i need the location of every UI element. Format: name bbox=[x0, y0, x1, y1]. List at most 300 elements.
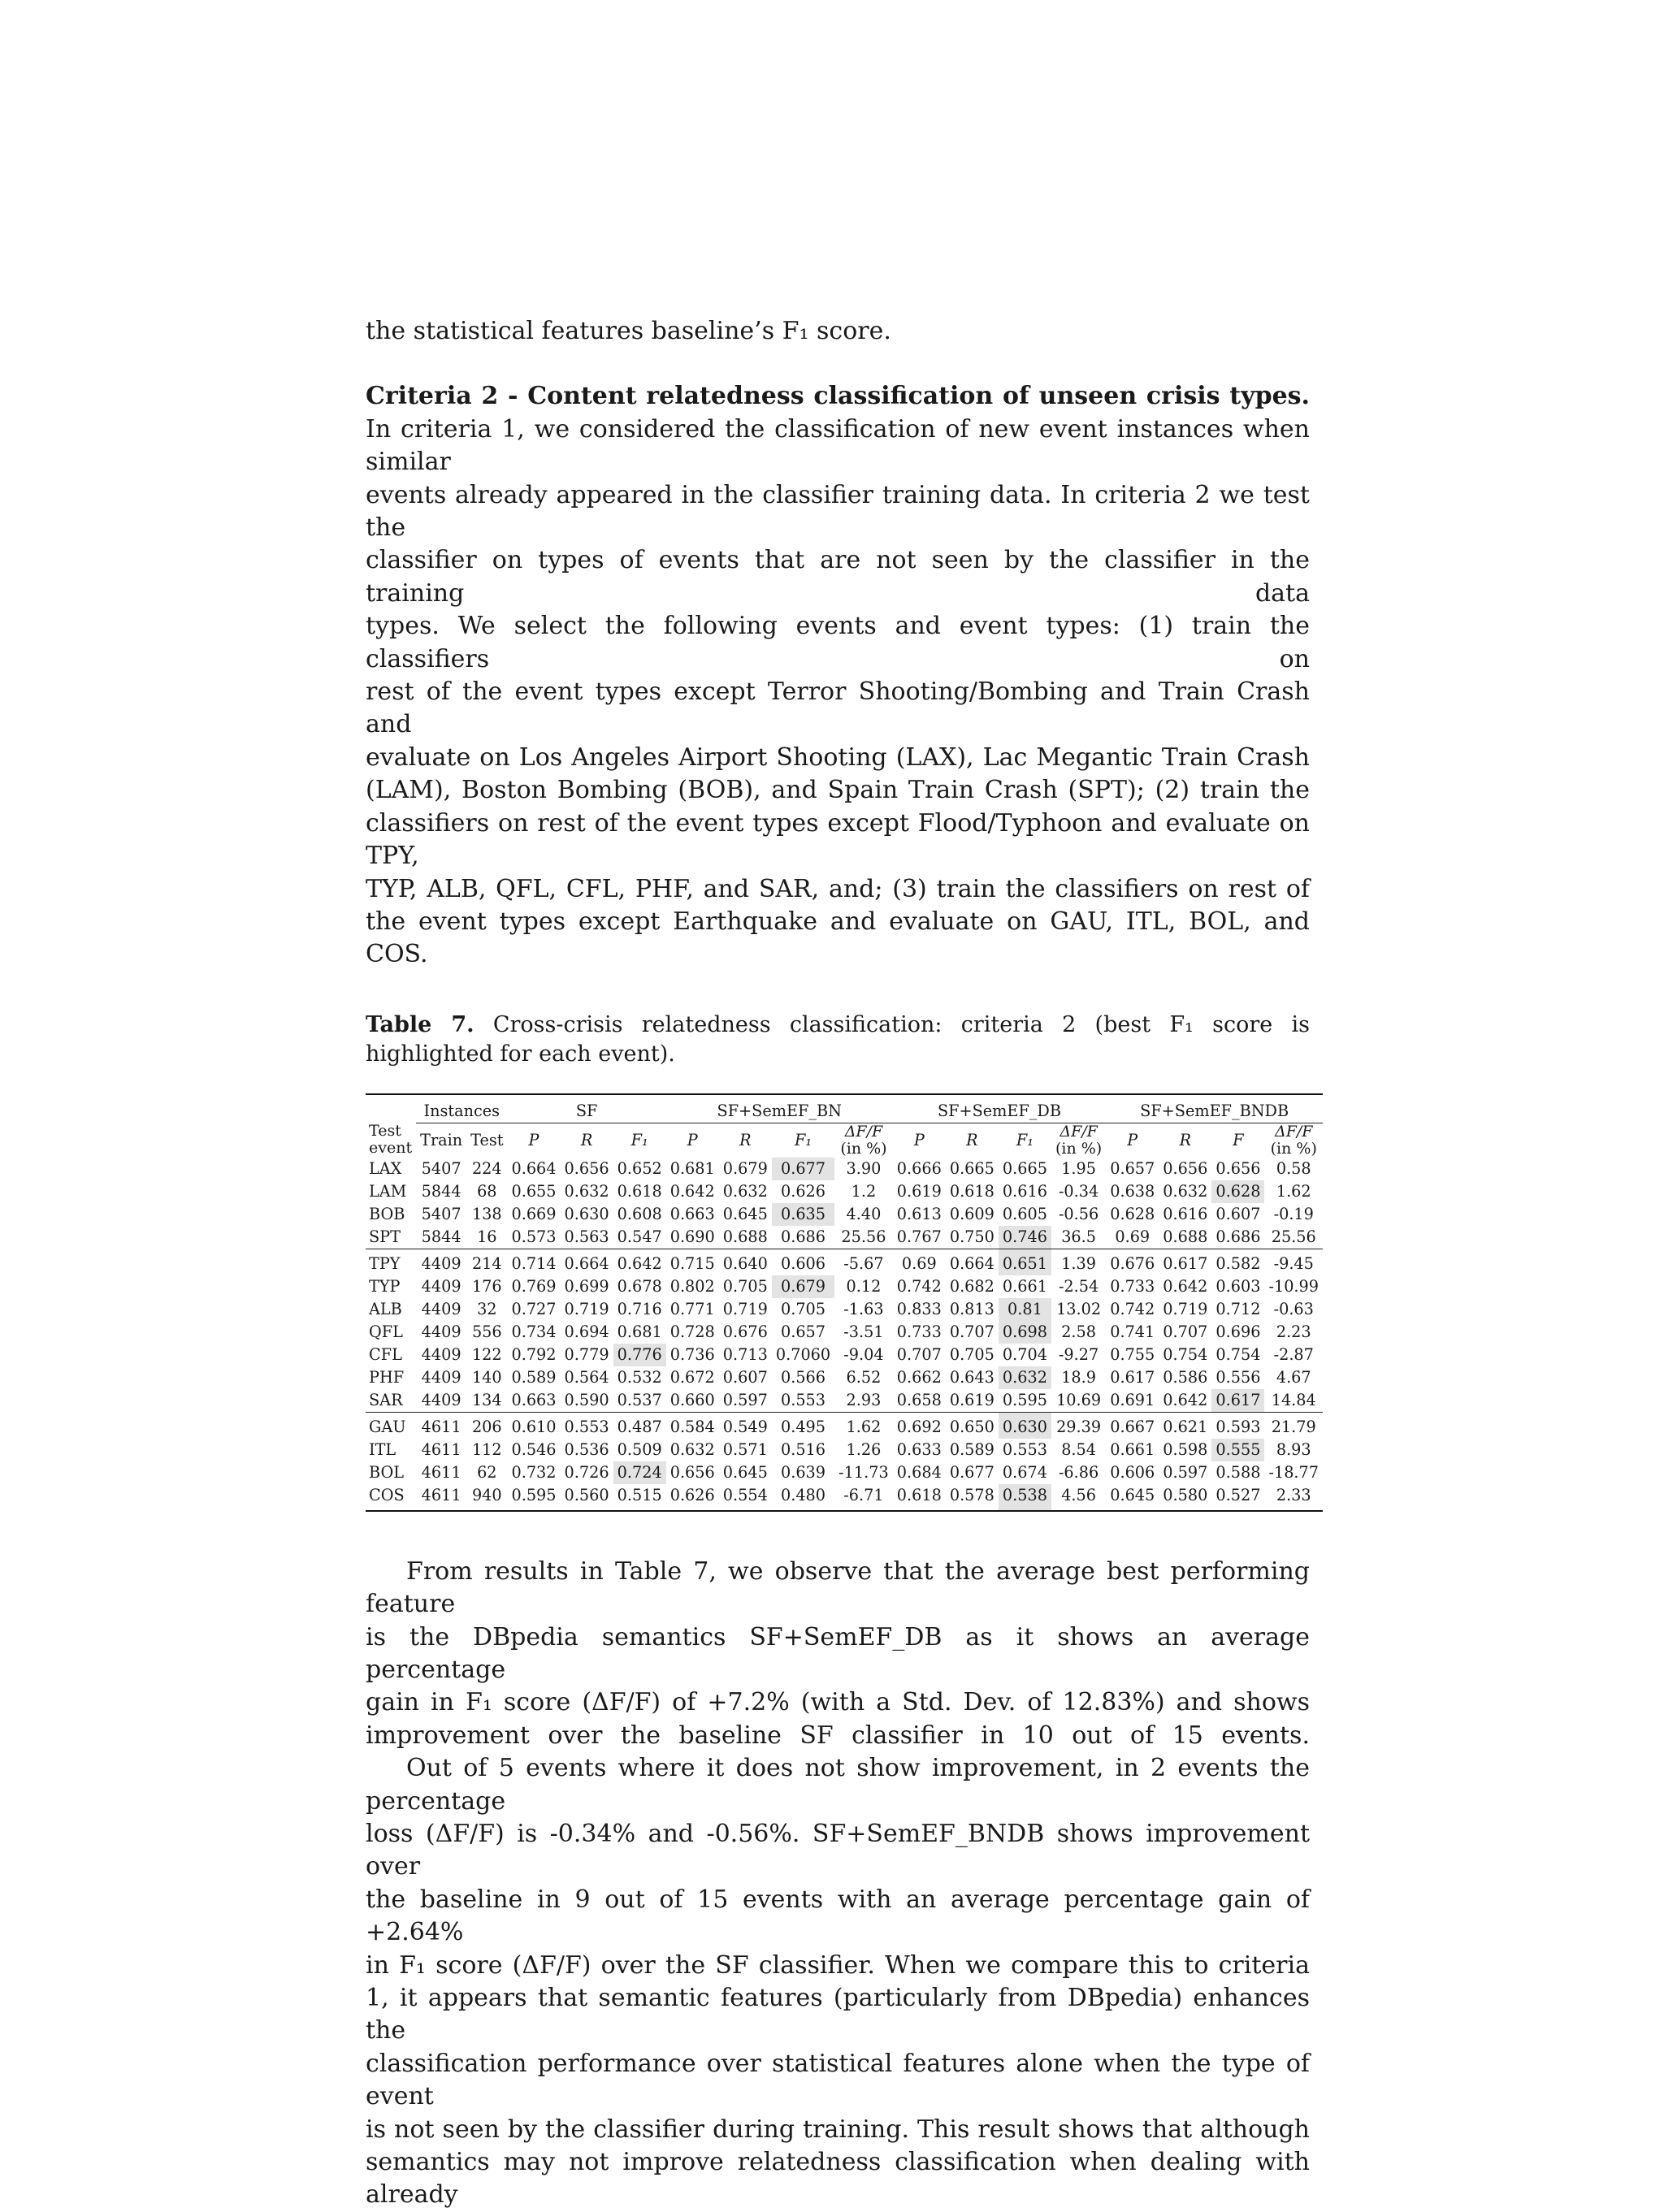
table-cell: 0.580 bbox=[1159, 1484, 1211, 1511]
table-cell: 0.732 bbox=[511, 1462, 557, 1482]
table-cell-event: ITL bbox=[369, 1439, 396, 1459]
table-cell: 0.81 bbox=[999, 1298, 1051, 1321]
table-cell: 0.779 bbox=[564, 1344, 609, 1364]
table-cell: 224 bbox=[471, 1158, 502, 1178]
table-cell: 0.603 bbox=[1216, 1276, 1261, 1296]
table-cell: 0.642 bbox=[1163, 1276, 1208, 1296]
table-cell: 0.658 bbox=[896, 1390, 942, 1409]
loss-paragraph-line: loss (ΔF/F) is -0.34% and -0.56%. SF+SemEF_BNDB shows improvement over bbox=[366, 1819, 1310, 1881]
criteria-2-line: the event types except Earthquake and evaluate on GAU, ITL, BOL, and COS. bbox=[366, 907, 1310, 969]
group-header-sf-semef-bn: SF+SemEF_BN bbox=[666, 1094, 893, 1123]
col-db-delta-line2: (in %) bbox=[1055, 1139, 1103, 1158]
table-cell: 4.67 bbox=[1276, 1367, 1311, 1387]
table-cell: 0.696 bbox=[1216, 1322, 1261, 1341]
col-db-p: P bbox=[913, 1130, 925, 1149]
table-cell: 0.682 bbox=[949, 1276, 994, 1296]
table-cell-event: TYP bbox=[369, 1276, 401, 1296]
table-cell: 0.681 bbox=[670, 1158, 715, 1178]
table-cell: 0.598 bbox=[1163, 1439, 1208, 1459]
table-cell: 0.667 bbox=[1106, 1412, 1159, 1439]
table-cell: 940 bbox=[466, 1484, 507, 1511]
table-cell: 0.633 bbox=[896, 1439, 942, 1459]
table-cell: 29.39 bbox=[1051, 1412, 1106, 1439]
table-cell: 0.656 bbox=[1216, 1158, 1261, 1178]
table-cell: 0.642 bbox=[613, 1249, 666, 1275]
table-row bbox=[366, 1439, 1323, 1461]
table-cell: 68 bbox=[477, 1181, 497, 1201]
table-cell: 0.707 bbox=[949, 1322, 994, 1341]
table-cell: 18.9 bbox=[1061, 1367, 1097, 1387]
paragraph-results bbox=[366, 1556, 1310, 1752]
table-cell: 4409 bbox=[421, 1299, 462, 1318]
table-cell: 0.715 bbox=[666, 1249, 719, 1275]
table-cell-event: LAX bbox=[369, 1158, 402, 1178]
col-bn-r: R bbox=[739, 1130, 752, 1149]
table-cell: 0.609 bbox=[949, 1204, 994, 1223]
table-cell: 0.643 bbox=[949, 1367, 994, 1387]
table-cell: 1.39 bbox=[1051, 1249, 1106, 1275]
col-bn-f1: F₁ bbox=[794, 1130, 812, 1149]
table-cell: 0.69 bbox=[1115, 1227, 1150, 1246]
table-row bbox=[366, 1321, 1323, 1344]
table-cell-event: COS bbox=[366, 1484, 416, 1511]
table-cell: 4409 bbox=[421, 1367, 462, 1387]
table-caption bbox=[366, 1011, 1310, 1069]
table-cell: 0.742 bbox=[1110, 1299, 1155, 1318]
table-cell: 0.566 bbox=[780, 1367, 826, 1387]
table-cell: 0.650 bbox=[946, 1412, 999, 1439]
results-paragraph-line: gain in F₁ score (ΔF/F) of +7.2% (with a Std. Dev. of 12.83%) and shows bbox=[366, 1688, 1310, 1717]
table-cell: 0.553 bbox=[1002, 1439, 1047, 1459]
col-bn-delta-line1: ΔF/F bbox=[844, 1122, 883, 1141]
table-cell: -0.63 bbox=[1273, 1299, 1314, 1318]
col-bndb-delta-line1: ΔF/F bbox=[1274, 1122, 1313, 1141]
table-cell-event: PHF bbox=[369, 1367, 405, 1387]
table-cell: -2.54 bbox=[1058, 1276, 1099, 1296]
table-cell: 0.618 bbox=[949, 1181, 994, 1201]
table-cell: 0.734 bbox=[511, 1322, 557, 1341]
table-cell: 0.719 bbox=[722, 1299, 768, 1318]
table-cell: 0.645 bbox=[722, 1204, 768, 1223]
criteria-2-line: evaluate on Los Angeles Airport Shooting (LAX), Lac Megantic Train Crash bbox=[366, 742, 1310, 772]
table-row bbox=[366, 1412, 1323, 1439]
col-test-event-line1: Test bbox=[369, 1122, 401, 1141]
table-cell: -5.67 bbox=[834, 1249, 893, 1275]
table-cell: 0.597 bbox=[722, 1390, 768, 1409]
table-cell: 0.705 bbox=[780, 1299, 826, 1318]
table-cell: 0.728 bbox=[670, 1322, 715, 1341]
table-cell: 4.40 bbox=[846, 1204, 882, 1223]
table-cell: 0.632 bbox=[670, 1439, 715, 1459]
table-cell: 0.686 bbox=[1216, 1227, 1261, 1246]
table-cell: 0.692 bbox=[893, 1412, 946, 1439]
table-cell: 0.536 bbox=[564, 1439, 609, 1459]
table-cell: 1.62 bbox=[1276, 1181, 1311, 1201]
col-bn-delta bbox=[834, 1123, 893, 1158]
table-cell: 1.26 bbox=[846, 1439, 882, 1459]
table-cell: -9.27 bbox=[1058, 1344, 1099, 1364]
col-bn-delta-line2: (in %) bbox=[840, 1139, 887, 1158]
table-cell-event: TPY bbox=[366, 1249, 416, 1275]
table-cell: 0.707 bbox=[896, 1344, 942, 1364]
col-sf-p: P bbox=[528, 1130, 540, 1149]
table-cell: -6.86 bbox=[1058, 1462, 1099, 1482]
table-cell: -9.45 bbox=[1264, 1249, 1323, 1275]
table-cell: 214 bbox=[466, 1249, 507, 1275]
table-cell: 0.736 bbox=[670, 1344, 715, 1364]
loss-paragraph-line: classification performance over statistical features alone when the type of event bbox=[366, 2049, 1310, 2111]
table-row bbox=[366, 1180, 1323, 1203]
table-cell: 0.713 bbox=[722, 1344, 768, 1364]
table-cell-event: GAU bbox=[366, 1412, 416, 1439]
table-cell: 0.630 bbox=[564, 1204, 609, 1223]
table-cell: 2.23 bbox=[1276, 1322, 1311, 1341]
table-cell: 0.608 bbox=[617, 1204, 662, 1223]
table-cell: 0.571 bbox=[722, 1439, 768, 1459]
table-cell: 4.56 bbox=[1051, 1484, 1106, 1511]
table-cell: 0.664 bbox=[561, 1249, 613, 1275]
table-cell: 1.2 bbox=[851, 1181, 877, 1201]
table-cell: 2.33 bbox=[1264, 1484, 1323, 1511]
table-cell: 0.642 bbox=[670, 1181, 715, 1201]
table-cell: 0.555 bbox=[1211, 1439, 1264, 1461]
table-cell: 0.7060 bbox=[775, 1344, 831, 1364]
table-cell: 0.792 bbox=[511, 1344, 557, 1364]
table-cell: 0.690 bbox=[670, 1227, 715, 1246]
table-cell: 0.698 bbox=[999, 1321, 1051, 1344]
table-cell: 0.632 bbox=[564, 1181, 609, 1201]
criteria-2-line: rest of the event types except Terror Shooting/Bombing and Train Crash and bbox=[366, 677, 1310, 739]
table-cell: 0.669 bbox=[511, 1204, 557, 1223]
table-cell: 0.645 bbox=[1106, 1484, 1159, 1511]
table-cell: 0.724 bbox=[613, 1461, 666, 1484]
table-cell: 0.618 bbox=[617, 1181, 662, 1201]
criteria-2-line: events already appeared in the classifier training data. In criteria 2 we test the bbox=[366, 480, 1310, 543]
table-cell: 0.589 bbox=[949, 1439, 994, 1459]
col-bndb-f: F bbox=[1233, 1130, 1244, 1149]
table-cell: 0.628 bbox=[1110, 1204, 1155, 1223]
table-cell: 0.605 bbox=[1002, 1204, 1047, 1223]
table-cell: 0.652 bbox=[617, 1158, 662, 1178]
table-cell: 0.578 bbox=[946, 1484, 999, 1511]
table-cell: 1.62 bbox=[834, 1412, 893, 1439]
loss-paragraph-line: Out of 5 events where it does not show improvement, in 2 events the percentage bbox=[366, 1754, 1310, 1816]
table-cell: 176 bbox=[471, 1276, 502, 1296]
table-cell: 0.606 bbox=[1110, 1462, 1155, 1482]
table-cell: 0.767 bbox=[896, 1227, 942, 1246]
table-cell: 122 bbox=[471, 1344, 502, 1364]
table-cell: 0.672 bbox=[670, 1367, 715, 1387]
table-cell: 0.12 bbox=[846, 1276, 882, 1296]
table-cell: 0.626 bbox=[780, 1181, 826, 1201]
table-cell: 32 bbox=[477, 1299, 497, 1318]
table-cell: -0.19 bbox=[1273, 1204, 1314, 1223]
table-cell: 0.684 bbox=[896, 1462, 942, 1482]
table-cell: 4409 bbox=[421, 1276, 462, 1296]
criteria-2-line: (LAM), Boston Bombing (BOB), and Spain Train Crash (SPT); (2) train the bbox=[366, 776, 1310, 805]
table-cell: -0.34 bbox=[1058, 1181, 1099, 1201]
table-cell: 0.656 bbox=[670, 1462, 715, 1482]
table-cell: 0.679 bbox=[772, 1275, 834, 1298]
criteria-2-line: TYP, ALB, QFL, CFL, PHF, and SAR, and; (3) train the classifiers on rest of bbox=[366, 874, 1310, 903]
table-cell: 0.509 bbox=[617, 1439, 662, 1459]
table-cell: 140 bbox=[471, 1367, 502, 1387]
col-test-event-line2: event bbox=[369, 1139, 413, 1158]
table-cell: 0.657 bbox=[1110, 1158, 1155, 1178]
table-cell: 0.719 bbox=[564, 1299, 609, 1318]
table-caption-label: Table 7. bbox=[366, 1011, 474, 1037]
table-cell: 0.833 bbox=[896, 1299, 942, 1318]
table-cell-event: ALB bbox=[369, 1299, 402, 1318]
table-cell-event: LAM bbox=[369, 1181, 407, 1201]
results-paragraph-line: From results in Table 7, we observe that the average best performing feature bbox=[366, 1556, 1310, 1619]
table-cell: 0.632 bbox=[1163, 1181, 1208, 1201]
table-row bbox=[366, 1158, 1323, 1180]
table-cell: 0.563 bbox=[564, 1227, 609, 1246]
col-bndb-delta bbox=[1264, 1123, 1323, 1158]
col-test-event bbox=[366, 1123, 416, 1158]
table-cell-event: BOB bbox=[369, 1204, 405, 1223]
table-row bbox=[366, 1366, 1323, 1389]
table-cell: 0.597 bbox=[1163, 1462, 1208, 1482]
table-cell: 0.619 bbox=[896, 1181, 942, 1201]
table-cell: 0.679 bbox=[722, 1158, 768, 1178]
table-cell: 0.595 bbox=[507, 1484, 560, 1511]
table-cell: 0.771 bbox=[670, 1299, 715, 1318]
col-train: Train bbox=[420, 1130, 463, 1149]
table-cell: 0.755 bbox=[1110, 1344, 1155, 1364]
table-cell: 0.663 bbox=[511, 1390, 557, 1409]
table-cell: 0.676 bbox=[1106, 1249, 1159, 1275]
table-cell: 5407 bbox=[421, 1204, 462, 1223]
table-cell: 0.58 bbox=[1276, 1158, 1311, 1178]
table-cell: 0.584 bbox=[666, 1412, 719, 1439]
group-header-sf: SF bbox=[507, 1094, 665, 1123]
table-cell: -11.73 bbox=[838, 1462, 889, 1482]
table-cell: 0.727 bbox=[511, 1299, 557, 1318]
table-cell: 0.733 bbox=[896, 1322, 942, 1341]
col-bn-p: P bbox=[687, 1130, 698, 1149]
table-cell: 0.704 bbox=[1002, 1344, 1047, 1364]
table-cell: 0.657 bbox=[780, 1322, 826, 1341]
table-cell: 0.661 bbox=[1110, 1439, 1155, 1459]
table-cell: 0.554 bbox=[719, 1484, 772, 1511]
table-cell: 0.676 bbox=[722, 1322, 768, 1341]
table-cell: 0.515 bbox=[613, 1484, 666, 1511]
table-cell: 0.769 bbox=[511, 1276, 557, 1296]
table-cell: -9.04 bbox=[843, 1344, 884, 1364]
table-cell: 4409 bbox=[421, 1344, 462, 1364]
intro-line: the statistical features baseline’s F₁ score. bbox=[366, 317, 891, 345]
table-cell: 0.610 bbox=[507, 1412, 560, 1439]
col-db-r: R bbox=[966, 1130, 978, 1149]
table-cell: 0.617 bbox=[1211, 1389, 1264, 1413]
table-cell: 25.56 bbox=[1271, 1227, 1316, 1246]
table-cell: 0.582 bbox=[1211, 1249, 1264, 1275]
table-cell: 0.593 bbox=[1211, 1412, 1264, 1439]
table-cell: 3.90 bbox=[846, 1158, 882, 1178]
table-cell: 4409 bbox=[421, 1390, 462, 1409]
table-cell: 0.495 bbox=[772, 1412, 834, 1439]
col-db-delta bbox=[1051, 1123, 1106, 1158]
table-cell: 0.656 bbox=[1163, 1158, 1208, 1178]
results-table-body bbox=[366, 1158, 1323, 1511]
table-cell: 6.52 bbox=[846, 1367, 882, 1387]
table-row bbox=[366, 1298, 1323, 1321]
table-cell: 0.607 bbox=[1216, 1204, 1261, 1223]
table-cell: 0.726 bbox=[564, 1462, 609, 1482]
table-cell: 0.628 bbox=[1211, 1180, 1264, 1203]
group-header-instances: Instances bbox=[416, 1094, 507, 1123]
table-cell-event: QFL bbox=[369, 1322, 403, 1341]
table-cell: 0.746 bbox=[999, 1226, 1051, 1249]
table-cell: 0.538 bbox=[999, 1484, 1051, 1511]
col-test: Test bbox=[470, 1130, 504, 1149]
loss-paragraph-line: semantics may not improve relatedness classification when dealing with already bbox=[366, 2148, 1310, 2210]
table-cell: 0.556 bbox=[1216, 1367, 1261, 1387]
table-cell: 36.5 bbox=[1061, 1227, 1097, 1246]
table-cell: 0.589 bbox=[511, 1367, 557, 1387]
table-cell: 0.487 bbox=[613, 1412, 666, 1439]
table-cell: 5407 bbox=[421, 1158, 462, 1178]
table-cell: 5844 bbox=[421, 1181, 462, 1201]
table-cell-event: CFL bbox=[369, 1344, 402, 1364]
loss-paragraph-line: the baseline in 9 out of 15 events with an average percentage gain of +2.64% bbox=[366, 1885, 1310, 1947]
table-row bbox=[366, 1484, 1323, 1511]
table-cell: 0.705 bbox=[722, 1276, 768, 1296]
table-caption-text: Cross-crisis relatedness classification: criteria 2 (best F₁ score is highlighted for each event). bbox=[366, 1011, 1310, 1067]
table-cell: 0.606 bbox=[772, 1249, 834, 1275]
table-cell: 0.655 bbox=[511, 1181, 557, 1201]
table-cell: 4409 bbox=[421, 1322, 462, 1341]
results-table bbox=[366, 1093, 1323, 1512]
table-cell: -0.56 bbox=[1058, 1204, 1099, 1223]
table-cell: 0.626 bbox=[666, 1484, 719, 1511]
loss-paragraph-line: 1, it appears that semantic features (particularly from DBpedia) enhances the bbox=[366, 1984, 1310, 2045]
table-cell: 0.663 bbox=[670, 1204, 715, 1223]
table-cell: 0.621 bbox=[1159, 1412, 1211, 1439]
table-cell: 0.664 bbox=[946, 1249, 999, 1275]
table-cell: 21.79 bbox=[1264, 1412, 1323, 1439]
col-bndb-p: P bbox=[1127, 1130, 1138, 1149]
table-cell: 0.712 bbox=[1216, 1299, 1261, 1318]
col-sf-r: R bbox=[580, 1130, 593, 1149]
table-cell: 0.617 bbox=[1159, 1249, 1211, 1275]
col-bndb-delta-line2: (in %) bbox=[1270, 1139, 1317, 1158]
col-db-f1: F₁ bbox=[1016, 1130, 1034, 1149]
table-cell: 5844 bbox=[421, 1227, 462, 1246]
table-cell: 0.618 bbox=[893, 1484, 946, 1511]
table-cell: 14.84 bbox=[1271, 1390, 1316, 1409]
table-cell: 0.632 bbox=[999, 1366, 1051, 1389]
table-cell: 0.691 bbox=[1110, 1390, 1155, 1409]
table-cell: 0.813 bbox=[949, 1299, 994, 1318]
criteria-2-line: classifier on types of events that are not seen by the classifier in the training data bbox=[366, 546, 1310, 608]
criteria-2-line: In criteria 1, we considered the classification of new event instances when similar bbox=[366, 414, 1310, 477]
table-cell: 16 bbox=[477, 1227, 497, 1246]
table-cell: 0.661 bbox=[1002, 1276, 1047, 1296]
table-cell: 0.527 bbox=[1211, 1484, 1264, 1511]
table-cell: 2.58 bbox=[1061, 1322, 1097, 1341]
table-cell: 556 bbox=[471, 1322, 502, 1341]
table-cell: 0.632 bbox=[722, 1181, 768, 1201]
table-cell: 0.707 bbox=[1163, 1322, 1208, 1341]
table-cell: 134 bbox=[471, 1390, 502, 1409]
table-cell: 0.776 bbox=[613, 1344, 666, 1366]
table-cell: 0.546 bbox=[511, 1439, 557, 1459]
table-row bbox=[366, 1389, 1323, 1413]
results-paragraph-line: is the DBpedia semantics SF+SemEF_DB as it shows an average percentage bbox=[366, 1622, 1310, 1684]
criteria-2-line: types. We select the following events and event types: (1) train the classifiers on bbox=[366, 612, 1310, 673]
table-cell: 0.742 bbox=[896, 1276, 942, 1296]
table-cell: 0.642 bbox=[1163, 1390, 1208, 1409]
table-cell: 0.694 bbox=[564, 1322, 609, 1341]
table-cell: 62 bbox=[477, 1462, 497, 1482]
table-cell: -2.87 bbox=[1273, 1344, 1314, 1364]
table-cell: 0.688 bbox=[722, 1227, 768, 1246]
loss-paragraph-line: in F₁ score (ΔF/F) over the SF classifier. When we compare this to criteria bbox=[366, 1950, 1310, 1980]
table-cell: 0.480 bbox=[772, 1484, 834, 1511]
table-cell: 0.719 bbox=[1163, 1299, 1208, 1318]
table-cell: 0.674 bbox=[1002, 1462, 1047, 1482]
table-cell: 206 bbox=[466, 1412, 507, 1439]
table-cell: -3.51 bbox=[843, 1322, 884, 1341]
results-paragraph-line: improvement over the baseline SF classifier in 10 out of 15 events. bbox=[366, 1721, 1310, 1750]
table-cell: 0.537 bbox=[617, 1390, 662, 1409]
header-blank bbox=[366, 1094, 416, 1123]
table-cell: 0.714 bbox=[507, 1249, 560, 1275]
table-cell: 4409 bbox=[416, 1249, 466, 1275]
table-cell: 0.656 bbox=[564, 1158, 609, 1178]
table-row bbox=[366, 1461, 1323, 1484]
table-cell: 0.595 bbox=[1002, 1390, 1047, 1409]
table-cell: 8.54 bbox=[1061, 1439, 1097, 1459]
table-cell: 0.686 bbox=[780, 1227, 826, 1246]
table-cell: 4611 bbox=[421, 1439, 462, 1459]
table-row bbox=[366, 1226, 1323, 1249]
table-cell: 0.688 bbox=[1163, 1227, 1208, 1246]
table-cell: 10.69 bbox=[1056, 1390, 1102, 1409]
table-cell: 0.553 bbox=[780, 1390, 826, 1409]
table-cell-event: SAR bbox=[369, 1390, 403, 1409]
table-cell: 0.616 bbox=[1002, 1181, 1047, 1201]
table-cell: 138 bbox=[471, 1204, 502, 1223]
table-cell-event: SPT bbox=[369, 1227, 401, 1246]
table-cell: -18.77 bbox=[1268, 1462, 1320, 1482]
table-cell: 0.802 bbox=[670, 1276, 715, 1296]
table-cell: 0.532 bbox=[617, 1367, 662, 1387]
criteria-2-heading: Criteria 2 - Content relatedness classification of unseen crisis types. bbox=[366, 382, 1310, 411]
paragraph-intro bbox=[366, 315, 1310, 348]
table-cell: 0.547 bbox=[617, 1227, 662, 1246]
table-cell: 8.93 bbox=[1276, 1439, 1311, 1459]
table-row bbox=[366, 1203, 1323, 1226]
table-cell: 0.677 bbox=[772, 1158, 834, 1180]
table-cell: 0.666 bbox=[896, 1158, 942, 1178]
table-cell: 0.639 bbox=[780, 1462, 826, 1482]
col-db-delta-line1: ΔF/F bbox=[1060, 1122, 1098, 1141]
table-cell: 0.617 bbox=[1110, 1367, 1155, 1387]
table-cell: 0.665 bbox=[1002, 1158, 1047, 1178]
table-cell: 0.678 bbox=[617, 1276, 662, 1296]
table-row bbox=[366, 1275, 1323, 1298]
table-cell: 0.616 bbox=[1163, 1204, 1208, 1223]
table-cell: 0.69 bbox=[893, 1249, 946, 1275]
table-cell: -1.63 bbox=[843, 1299, 884, 1318]
table-cell: 0.573 bbox=[511, 1227, 557, 1246]
page-body bbox=[366, 315, 1320, 2212]
table-cell: 4611 bbox=[416, 1484, 466, 1511]
